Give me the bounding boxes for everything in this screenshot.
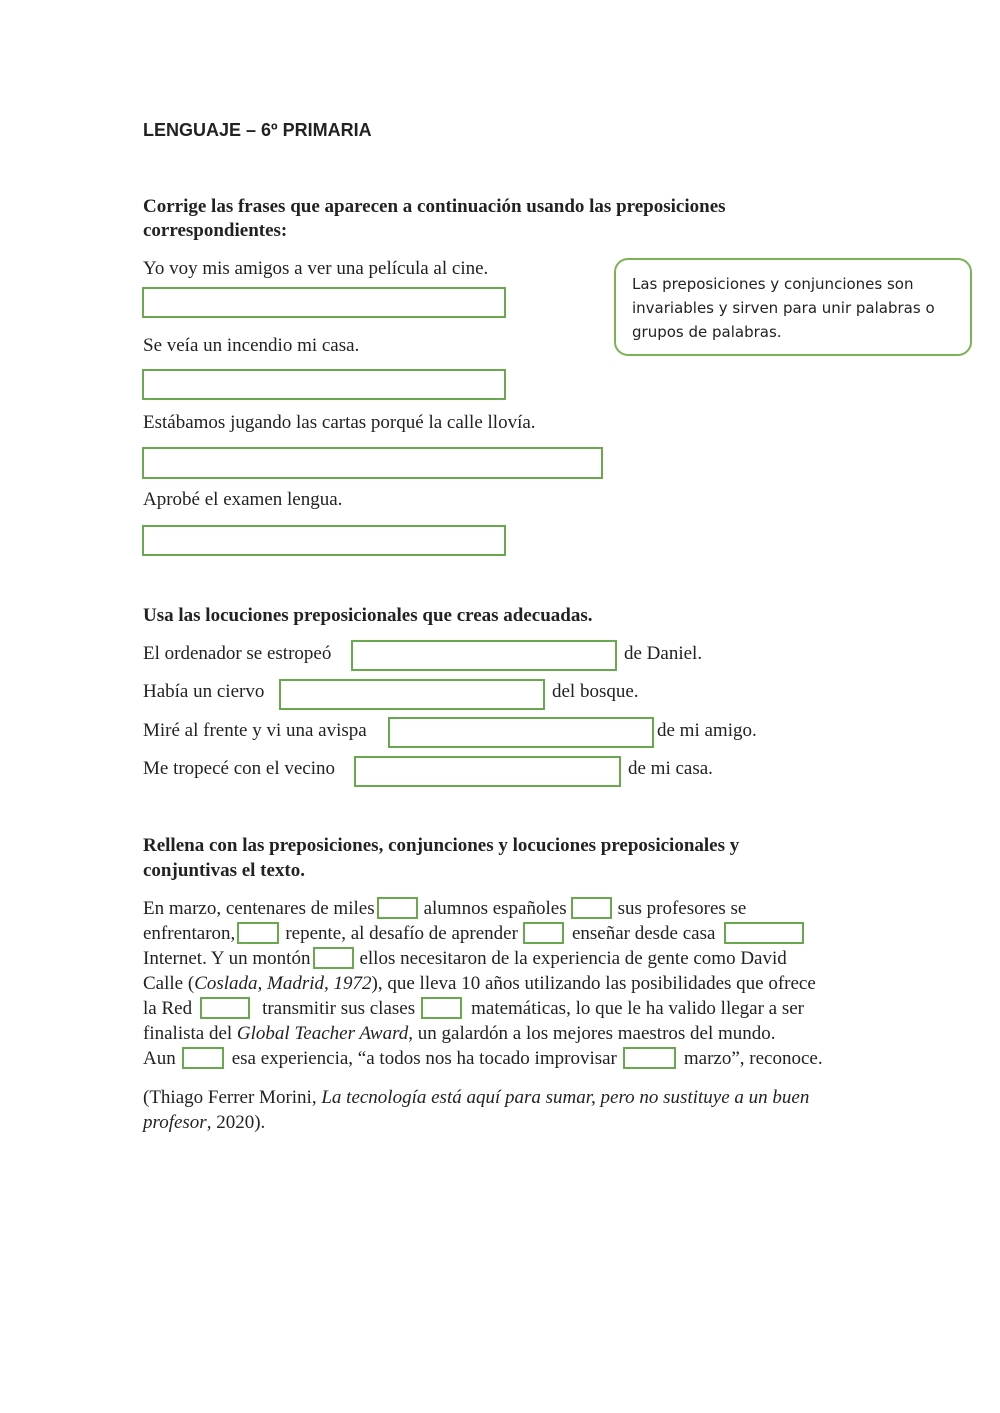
info-note	[614, 258, 972, 356]
answer-input-2[interactable]	[142, 369, 506, 400]
item-after: de mi amigo.	[657, 720, 757, 741]
sentence-4: Aprobé el examen lengua.	[143, 489, 343, 510]
answer-input-1[interactable]	[142, 287, 506, 318]
text-line	[143, 946, 787, 971]
text: sus profesores se	[617, 898, 747, 919]
blank-input[interactable]	[571, 897, 612, 919]
item-before: Había un ciervo	[143, 681, 265, 702]
citation	[143, 1110, 265, 1135]
text-line	[143, 1046, 823, 1071]
text: repente, al desafío de aprender	[285, 923, 518, 944]
text: (Thiago Ferrer Morini,	[143, 1087, 322, 1108]
section1-heading-cont: correspondientes:	[143, 220, 288, 241]
section3-heading: Rellena con las preposiciones, conjunciones y locuciones preposicionales y	[143, 835, 740, 856]
blank-input[interactable]	[623, 1047, 676, 1069]
item-after: de Daniel.	[624, 643, 703, 664]
sentence-1: Yo voy mis amigos a ver una película al cine.	[143, 258, 489, 279]
sentence-3: Estábamos jugando las cartas porqué la calle llovía.	[143, 412, 536, 433]
text-line	[143, 896, 746, 921]
page-title: LENGUAJE – 6º PRIMARIA	[143, 120, 372, 140]
text: Internet. Y un montón	[143, 948, 311, 969]
text: finalista del	[143, 1023, 237, 1044]
text: enfrentaron,	[143, 923, 236, 944]
text: En marzo, centenares de miles	[143, 898, 375, 919]
locution-input-3[interactable]	[388, 717, 654, 748]
blank-input[interactable]	[200, 997, 250, 1019]
blank-input[interactable]	[313, 947, 354, 969]
text: esa experiencia, “a todos nos ha tocado improvisar	[231, 1048, 617, 1069]
italic-text: La tecnología está aquí para sumar, pero no sustituye a un buen	[321, 1087, 810, 1108]
text: transmitir sus clases	[262, 998, 416, 1019]
answer-input-4[interactable]	[142, 525, 506, 556]
text-line	[143, 996, 804, 1021]
locution-input-2[interactable]	[279, 679, 545, 710]
item-after: del bosque.	[552, 681, 639, 702]
text: Calle (	[143, 973, 195, 994]
citation	[143, 1085, 809, 1110]
blank-input[interactable]	[523, 922, 564, 944]
note-line: Las preposiciones y conjunciones son	[632, 275, 914, 293]
blank-input[interactable]	[724, 922, 804, 944]
sentence-2: Se veía un incendio mi casa.	[143, 335, 360, 356]
blank-input[interactable]	[237, 922, 279, 944]
text: ), que lleva 10 años utilizando las posibilidades que ofrece	[371, 973, 816, 994]
italic-text: Coslada, Madrid, 1972	[194, 973, 372, 994]
text: ellos necesitaron de la experiencia de gente como David	[359, 948, 787, 969]
text: , un galardón a los mejores maestros del mundo.	[408, 1023, 776, 1044]
blank-input[interactable]	[377, 897, 418, 919]
text: Aun	[143, 1048, 176, 1069]
text: matemáticas, lo que le ha valido llegar a ser	[471, 998, 804, 1019]
italic-text: Global Teacher Award	[236, 1023, 409, 1044]
blank-input[interactable]	[421, 997, 462, 1019]
item-before: El ordenador se estropeó	[143, 643, 332, 664]
answer-input-3[interactable]	[142, 447, 603, 479]
section1-heading: Corrige las frases que aparecen a continuación usando las preposiciones	[143, 196, 726, 217]
note-line: grupos de palabras.	[632, 323, 782, 341]
locution-input-1[interactable]	[351, 640, 617, 671]
text-line	[143, 1021, 776, 1046]
item-before: Miré al frente y vi una avispa	[143, 720, 367, 741]
note-line: invariables y sirven para unir palabras o	[632, 299, 935, 317]
text: la Red	[143, 998, 193, 1019]
text: enseñar desde casa	[571, 923, 716, 944]
text: alumnos españoles	[423, 898, 567, 919]
blank-input[interactable]	[182, 1047, 224, 1069]
section3-heading-cont: conjuntivas el texto.	[143, 860, 306, 881]
section2-heading: Usa las locuciones preposicionales que creas adecuadas.	[143, 605, 593, 626]
text: , 2020).	[206, 1112, 266, 1133]
item-before: Me tropecé con el vecino	[143, 758, 336, 779]
item-after: de mi casa.	[628, 758, 713, 779]
text-line	[143, 921, 804, 946]
italic-text: profesor	[143, 1112, 207, 1133]
text-line	[143, 971, 816, 996]
locution-input-4[interactable]	[354, 756, 621, 787]
text: marzo”, reconoce.	[683, 1048, 823, 1069]
